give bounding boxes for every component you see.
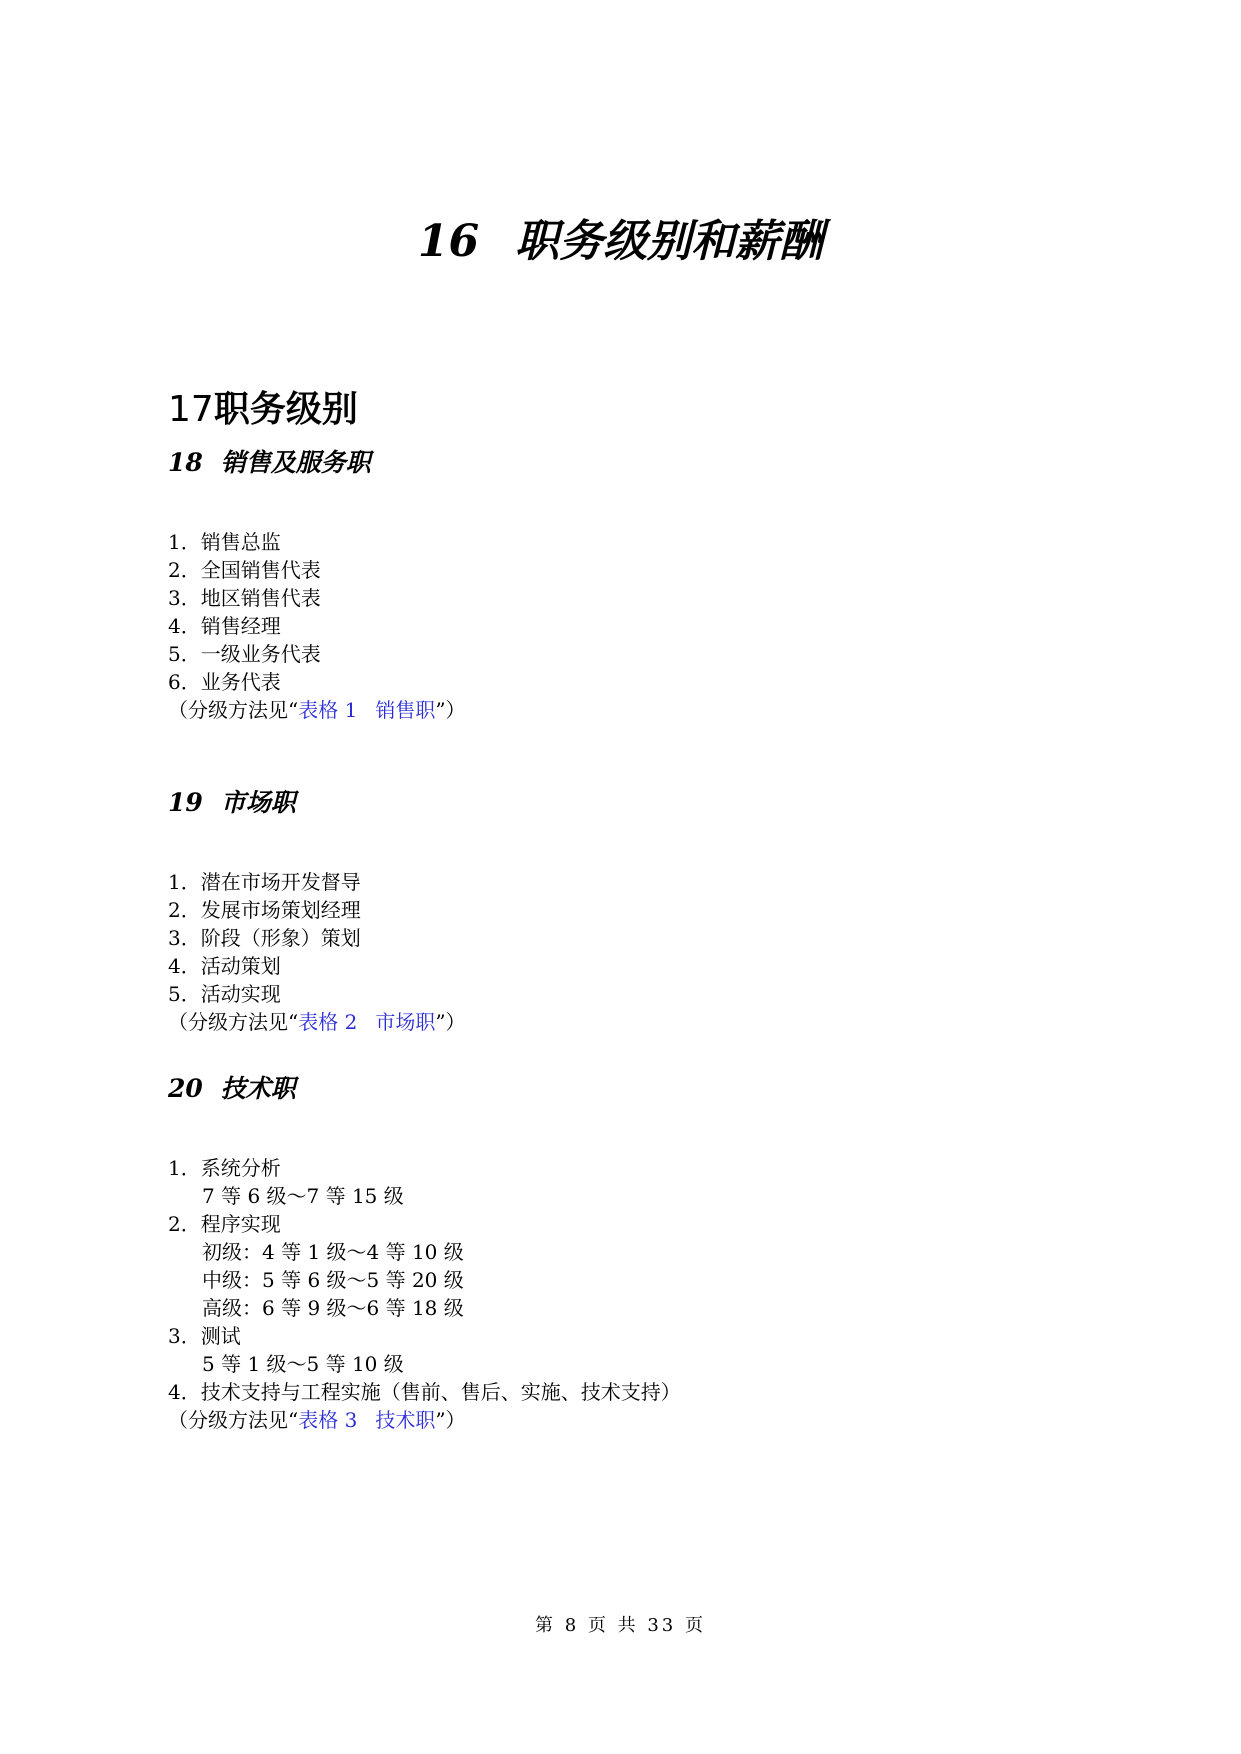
- subsection-heading-tech: [168, 1071, 296, 1107]
- subsection-title: 技术职: [220, 1074, 296, 1103]
- list-item: 2．发展市场策划经理: [168, 898, 361, 922]
- list-item: 1．销售总监: [168, 530, 281, 554]
- list-item: 2．程序实现: [168, 1212, 281, 1236]
- list-item: 4．销售经理: [168, 614, 281, 638]
- subsection-heading-sales: [168, 445, 371, 481]
- list-item: 3．阶段（形象）策划: [168, 926, 361, 950]
- reference-suffix: ”）: [435, 1010, 466, 1034]
- chapter-number: 16: [417, 216, 480, 267]
- list-item: 4．技术支持与工程实施（售前、售后、实施、技术支持）: [168, 1380, 681, 1404]
- chapter-title: 职务级别和薪酬: [515, 216, 824, 267]
- subsection-number: 18: [168, 448, 203, 477]
- table-link-number: 表格 1: [298, 698, 358, 722]
- table-link-title: 市场职: [375, 1010, 436, 1034]
- grade-range: 5 等 1 级～5 等 10 级: [202, 1352, 404, 1376]
- grade-range: 7 等 6 级～7 等 15 级: [202, 1184, 404, 1208]
- sales-position-list: [168, 528, 466, 724]
- reference-prefix: （分级方法见“: [168, 698, 299, 722]
- list-item: 5．活动实现: [168, 982, 281, 1006]
- list-item: 2．全国销售代表: [168, 558, 321, 582]
- section-number: 17: [168, 389, 214, 430]
- list-item: 4．活动策划: [168, 954, 281, 978]
- chapter-heading: [0, 212, 1241, 272]
- list-item: 1．系统分析: [168, 1156, 281, 1180]
- reference-suffix: ”）: [435, 698, 466, 722]
- list-item: 3．测试: [168, 1324, 241, 1348]
- table-link-number: 表格 2: [298, 1010, 358, 1034]
- subsection-number: 20: [168, 1074, 203, 1103]
- grading-reference: [168, 696, 466, 724]
- grading-reference: [168, 1406, 681, 1434]
- tech-position-list: [168, 1154, 681, 1434]
- table-link[interactable]: [298, 1408, 435, 1432]
- subsection-number: 19: [168, 788, 203, 817]
- section-heading: [168, 385, 358, 435]
- table-link-number: 表格 3: [298, 1408, 358, 1432]
- page-footer: 第 8 页 共 33 页: [535, 1615, 706, 1636]
- reference-prefix: （分级方法见“: [168, 1408, 299, 1432]
- grading-reference: [168, 1008, 466, 1036]
- subsection-heading-market: [168, 785, 296, 821]
- table-link[interactable]: [298, 698, 435, 722]
- table-link[interactable]: [298, 1010, 435, 1034]
- market-position-list: [168, 868, 466, 1036]
- grade-range: 高级：6 等 9 级～6 等 18 级: [202, 1296, 464, 1320]
- reference-prefix: （分级方法见“: [168, 1010, 299, 1034]
- grade-range: 中级：5 等 6 级～5 等 20 级: [202, 1268, 464, 1292]
- grade-range: 初级：4 等 1 级～4 等 10 级: [202, 1240, 464, 1264]
- subsection-title: 销售及服务职: [220, 448, 371, 477]
- table-link-title: 技术职: [375, 1408, 436, 1432]
- list-item: 5．一级业务代表: [168, 642, 321, 666]
- section-title: 职务级别: [213, 389, 358, 430]
- subsection-title: 市场职: [220, 788, 296, 817]
- reference-suffix: ”）: [435, 1408, 466, 1432]
- list-item: 3．地区销售代表: [168, 586, 321, 610]
- list-item: 6．业务代表: [168, 670, 281, 694]
- table-link-title: 销售职: [375, 698, 436, 722]
- list-item: 1．潜在市场开发督导: [168, 870, 361, 894]
